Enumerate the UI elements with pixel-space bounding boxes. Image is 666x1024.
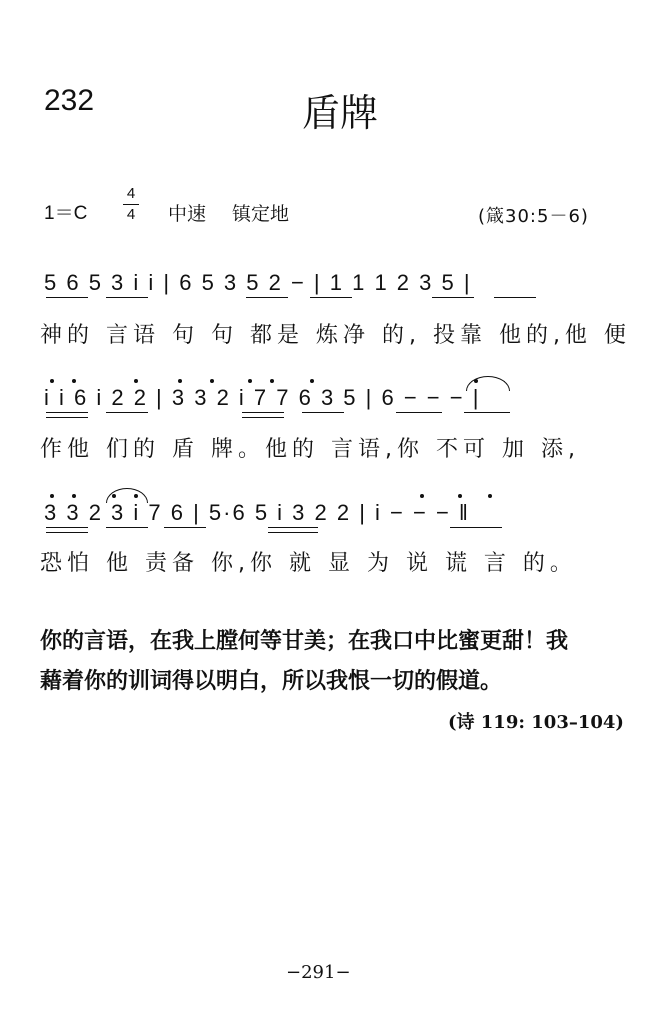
rhythm-underline (494, 297, 536, 298)
expression-marking: 镇定地 (232, 203, 290, 225)
page-number: −291− (286, 962, 351, 983)
rhythm-underline (242, 412, 284, 413)
time-signature-top: 4 (126, 185, 136, 202)
rhythm-underline (396, 412, 442, 413)
octave-dot (50, 494, 54, 498)
time-signature-bar (123, 204, 139, 205)
lyrics-line-3: 恐怕 他 责备 你,你 就 显 为 说 谎 言 的。 (40, 551, 577, 576)
rhythm-underline (450, 527, 502, 528)
notation-line-2: i i 6 i 2 2 | 3 3 2 i 7 7 6 3 5 | 6 − − − | (44, 385, 481, 410)
verse-line-1: 你的言语，在我上膛何等甘美；在我口中比蜜更甜！我 (40, 629, 569, 654)
octave-dot (72, 379, 76, 383)
rhythm-underline (268, 527, 318, 528)
verse-line-2: 藉着你的训词得以明白，所以我恨一切的假道。 (40, 669, 503, 694)
scripture-reference: (箴30:5－6) (478, 206, 589, 227)
octave-dot (420, 494, 424, 498)
rhythm-underline (46, 527, 88, 528)
time-signature-bottom: 4 (126, 206, 136, 223)
lyrics-line-1: 神的 言语 句 句 都是 炼净 的, 投靠 他的,他 便 (40, 323, 631, 348)
rhythm-underline (46, 297, 88, 298)
time-signature (122, 184, 140, 225)
verse-reference: (诗 119: 103–104) (448, 712, 624, 733)
octave-dot (248, 379, 252, 383)
hymn-title: 盾牌 (302, 91, 379, 135)
octave-dot (178, 379, 182, 383)
rhythm-underline (310, 297, 352, 298)
octave-dot (50, 379, 54, 383)
key-signature: 1＝C (44, 203, 88, 224)
rhythm-underline (106, 527, 148, 528)
rhythm-underline (106, 412, 148, 413)
octave-dot (488, 494, 492, 498)
rhythm-underline (46, 417, 88, 418)
rhythm-underline (242, 417, 284, 418)
octave-dot (72, 494, 76, 498)
octave-dot (270, 379, 274, 383)
rhythm-underline (46, 532, 88, 533)
slur (106, 488, 148, 503)
tempo-marking: 中速 (168, 203, 207, 225)
rhythm-underline (46, 412, 88, 413)
octave-dot (210, 379, 214, 383)
octave-dot (458, 494, 462, 498)
notation-line-3: 3 3 2 3 i 7 6 | 5·6 5 i 3 2 2 | i − − − ‖ (44, 500, 471, 525)
slur (466, 376, 510, 391)
hymn-number: 232 (44, 84, 95, 117)
notation-line-1: 5 6 5 3 i i | 6 5 3 5 2 − | 1 1 1 2 3 5 | (44, 270, 472, 295)
rhythm-underline (106, 297, 148, 298)
rhythm-underline (164, 527, 206, 528)
rhythm-underline (268, 532, 318, 533)
rhythm-underline (464, 412, 510, 413)
octave-dot (134, 379, 138, 383)
lyrics-line-2: 作他 们的 盾 牌。他的 言语,你 不可 加 添, (40, 437, 580, 462)
octave-dot (310, 379, 314, 383)
rhythm-underline (302, 412, 344, 413)
rhythm-underline (432, 297, 474, 298)
rhythm-underline (246, 297, 288, 298)
